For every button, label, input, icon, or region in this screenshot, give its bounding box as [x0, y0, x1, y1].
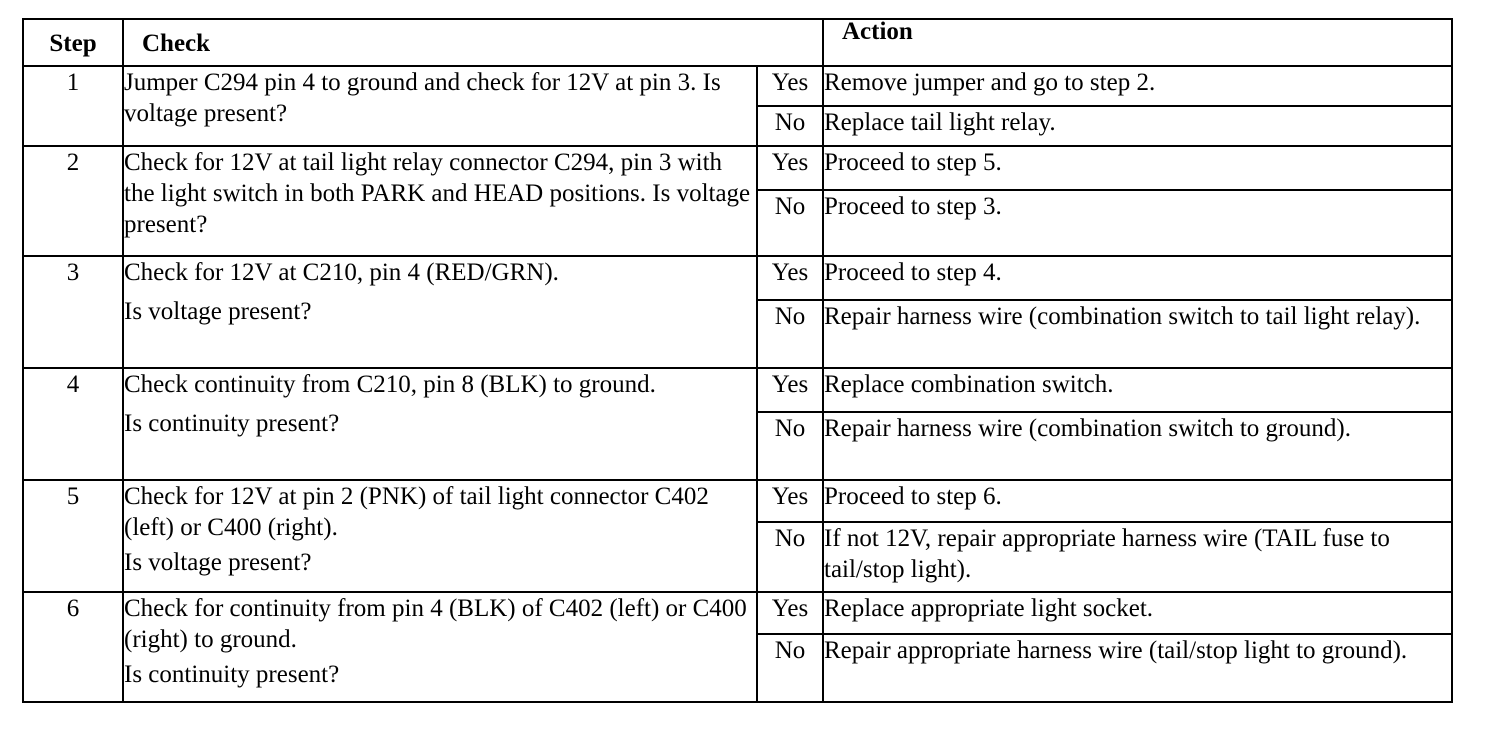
- no-label: No: [757, 412, 823, 480]
- yes-label: Yes: [757, 480, 823, 522]
- step-number: 6: [23, 592, 123, 702]
- yes-label: Yes: [757, 368, 823, 412]
- step-number: 2: [23, 146, 123, 256]
- check-text: Check for 12V at C210, pin 4 (RED/GRN).: [124, 259, 559, 286]
- check-text: Check for 12V at tail light relay connector C294, pin 3 with the light switch in both PARK and HEAD positions. Is voltage present?: [124, 149, 751, 238]
- yes-label: Yes: [757, 256, 823, 300]
- step-number: 1: [23, 66, 123, 146]
- check-cell: [123, 592, 757, 702]
- no-label: No: [757, 190, 823, 256]
- yes-label: Yes: [757, 146, 823, 190]
- yes-action: Replace appropriate light socket.: [823, 592, 1452, 634]
- header-row: [23, 19, 1452, 66]
- yes-action: Remove jumper and go to step 2.: [823, 66, 1452, 106]
- header-action: Action: [823, 19, 1452, 66]
- yes-action: Proceed to step 4.: [823, 256, 1452, 300]
- check-question: Is continuity present?: [124, 410, 340, 437]
- table-row: [23, 256, 1452, 300]
- no-label: No: [757, 300, 823, 368]
- check-text: Check for 12V at pin 2 (PNK) of tail light connector C402 (left) or C400 (right).: [124, 483, 709, 541]
- check-question: Is voltage present?: [124, 298, 312, 325]
- table-row: [23, 480, 1452, 522]
- check-text: Check continuity from C210, pin 8 (BLK) to ground.: [124, 371, 656, 398]
- table-row: [23, 66, 1452, 106]
- no-action: Proceed to step 3.: [823, 190, 1452, 256]
- check-question: Is voltage present?: [124, 549, 312, 576]
- check-question: Is continuity present?: [124, 661, 340, 688]
- header-step: Step: [23, 19, 123, 66]
- check-cell: [123, 368, 757, 480]
- header-check: Check: [123, 19, 823, 66]
- no-action: Repair harness wire (combination switch to ground).: [823, 412, 1452, 480]
- yes-label: Yes: [757, 66, 823, 106]
- no-label: No: [757, 634, 823, 702]
- step-number: 4: [23, 368, 123, 480]
- yes-label: Yes: [757, 592, 823, 634]
- check-text: Jumper C294 pin 4 to ground and check for 12V at pin 3. Is voltage present?: [124, 69, 721, 127]
- table-row: [23, 368, 1452, 412]
- diagnostic-table: [22, 18, 1453, 703]
- table-row: [23, 592, 1452, 634]
- table-row: [23, 146, 1452, 190]
- no-action: Repair appropriate harness wire (tail/stop light to ground).: [823, 634, 1452, 702]
- yes-action: Proceed to step 5.: [823, 146, 1452, 190]
- no-action: Repair harness wire (combination switch to tail light relay).: [823, 300, 1452, 368]
- step-number: 3: [23, 256, 123, 368]
- step-number: 5: [23, 480, 123, 592]
- no-label: No: [757, 106, 823, 146]
- check-cell: [123, 146, 757, 256]
- yes-action: Replace combination switch.: [823, 368, 1452, 412]
- no-action: Replace tail light relay.: [823, 106, 1452, 146]
- no-action: If not 12V, repair appropriate harness wire (TAIL fuse to tail/stop light).: [823, 522, 1452, 592]
- check-cell: [123, 66, 757, 146]
- yes-action: Proceed to step 6.: [823, 480, 1452, 522]
- check-cell: [123, 256, 757, 368]
- check-text: Check for continuity from pin 4 (BLK) of C402 (left) or C400 (right) to ground.: [124, 595, 747, 653]
- check-cell: [123, 480, 757, 592]
- no-label: No: [757, 522, 823, 592]
